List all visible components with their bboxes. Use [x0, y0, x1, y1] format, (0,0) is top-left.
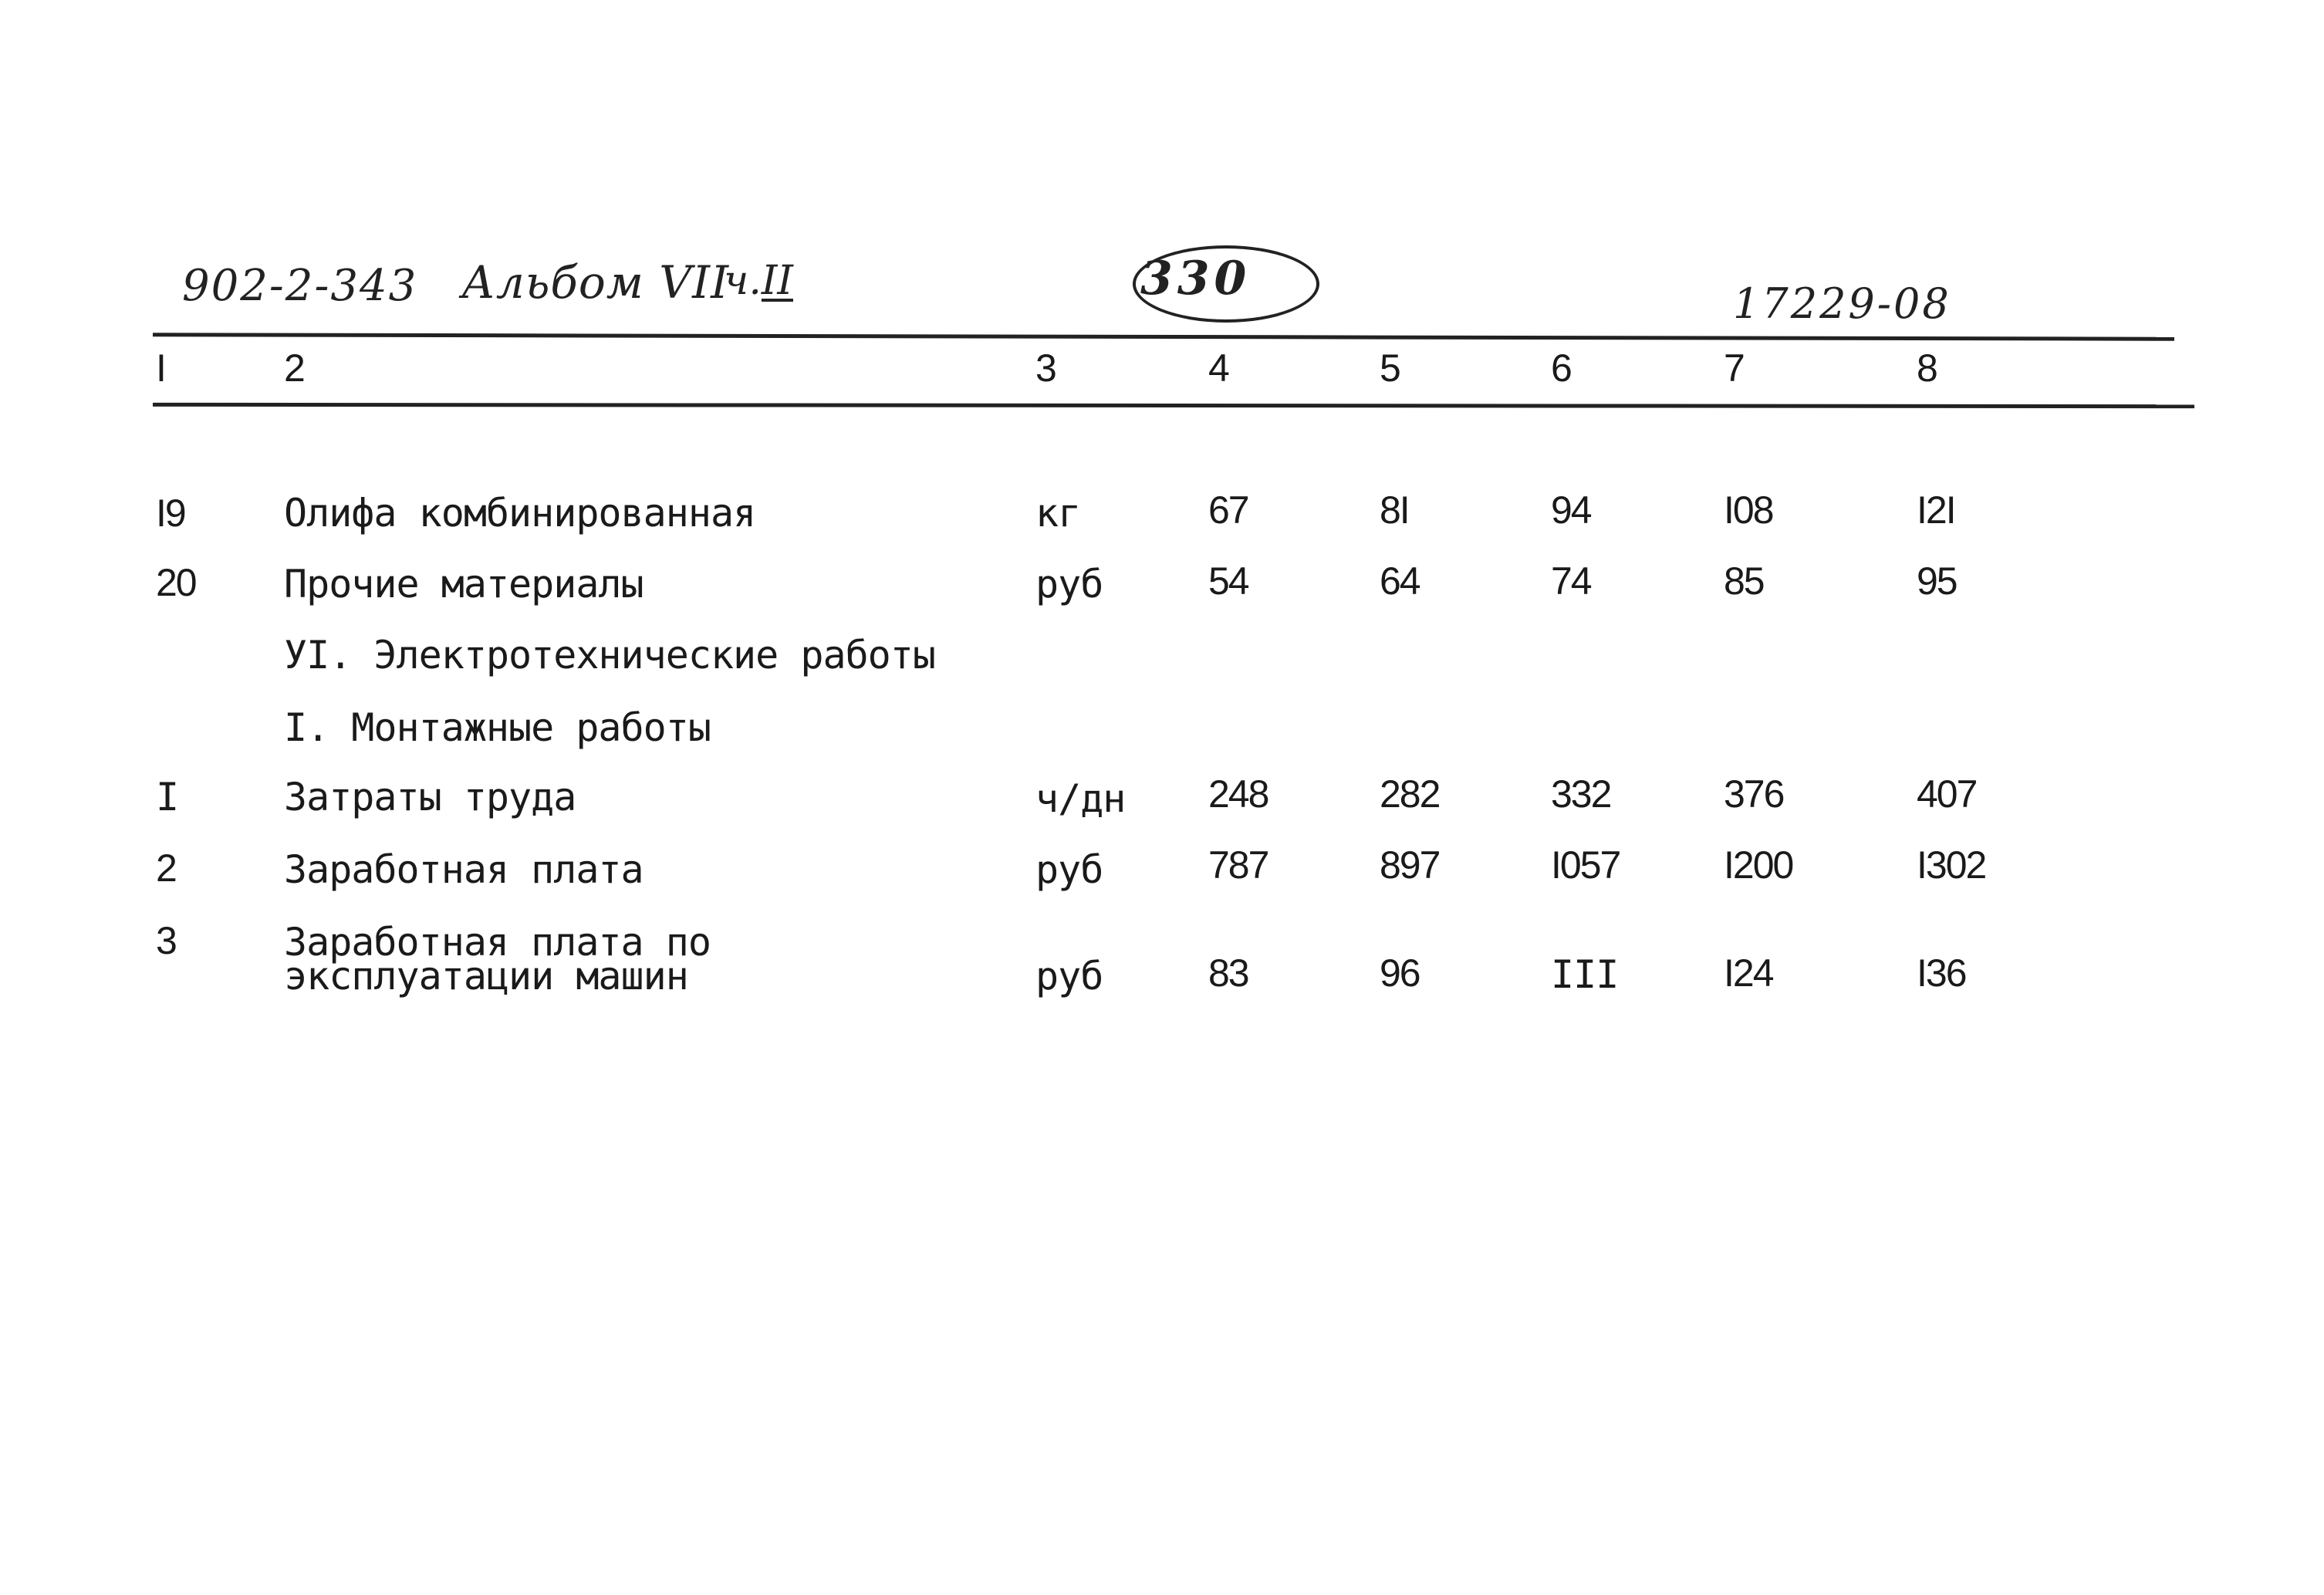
row-name: Затраты труда [284, 775, 576, 819]
column-header-7: 7 [1724, 346, 1744, 390]
row-value: I2I [1917, 488, 1955, 532]
row-value: 897 [1380, 843, 1440, 887]
row-value: 248 [1208, 772, 1268, 816]
row-name: Прочие материалы [284, 562, 643, 607]
row-name: Олифа комбинированная [284, 491, 756, 536]
row-value: III [1551, 952, 1619, 997]
row-value: 74 [1551, 559, 1591, 603]
row-unit: руб [1035, 562, 1103, 607]
column-header-3: 3 [1035, 346, 1056, 390]
row-unit: ч/дн [1035, 776, 1126, 821]
row-value: 407 [1917, 772, 1977, 816]
row-value: 95 [1917, 559, 1957, 603]
row-value: 83 [1208, 951, 1248, 995]
column-header-4: 4 [1208, 346, 1228, 390]
row-name-line1: Заработная плата по [284, 920, 711, 965]
row-unit: руб [1035, 847, 1103, 892]
row-number: I [156, 775, 179, 819]
row-value: I36 [1917, 951, 1966, 995]
part-label [724, 258, 793, 304]
row-number: 20 [156, 561, 196, 604]
column-header-1: I [156, 346, 165, 390]
row-unit: руб [1035, 954, 1103, 999]
row-value: 64 [1380, 559, 1420, 603]
doc-number: 902-2-343 [182, 261, 418, 311]
doc-code: 17229-08 [1733, 279, 1951, 328]
row-value: 67 [1208, 488, 1248, 532]
page-number: 330 [1140, 252, 1252, 306]
row-unit: кг [1035, 491, 1081, 536]
column-header-5: 5 [1380, 346, 1400, 390]
part-prefix: ч. [724, 258, 762, 304]
row-value: I08 [1724, 488, 1773, 532]
part-roman: II [761, 258, 793, 304]
column-header-2: 2 [284, 346, 304, 390]
row-value: 332 [1551, 772, 1611, 816]
row-value: 94 [1551, 488, 1591, 532]
row-value: 54 [1208, 559, 1248, 603]
row-value: 8I [1380, 488, 1409, 532]
row-value: 787 [1208, 843, 1268, 887]
subsection-title: I. Монтажные работы [284, 705, 711, 750]
table-header-rule [153, 403, 2194, 408]
row-value: 85 [1724, 559, 1764, 603]
row-value: 282 [1380, 772, 1440, 816]
column-header-8: 8 [1917, 346, 1937, 390]
row-value: 376 [1724, 772, 1784, 816]
column-header-6: 6 [1551, 346, 1571, 390]
section-title: УI. Электротехнические работы [284, 633, 935, 678]
row-value: I302 [1917, 843, 1986, 887]
row-value: I200 [1724, 843, 1793, 887]
row-value: I24 [1724, 951, 1773, 995]
album-label: Альбом VII [461, 256, 729, 309]
row-name: Заработная плата [284, 847, 643, 892]
row-number: 3 [156, 919, 176, 962]
row-value: I057 [1551, 843, 1620, 887]
row-value: 96 [1380, 951, 1420, 995]
row-number: I9 [156, 492, 185, 535]
table-top-rule [153, 333, 2174, 340]
row-number: 2 [156, 846, 176, 890]
row-name-line2: эксплуатации машин [284, 954, 688, 999]
